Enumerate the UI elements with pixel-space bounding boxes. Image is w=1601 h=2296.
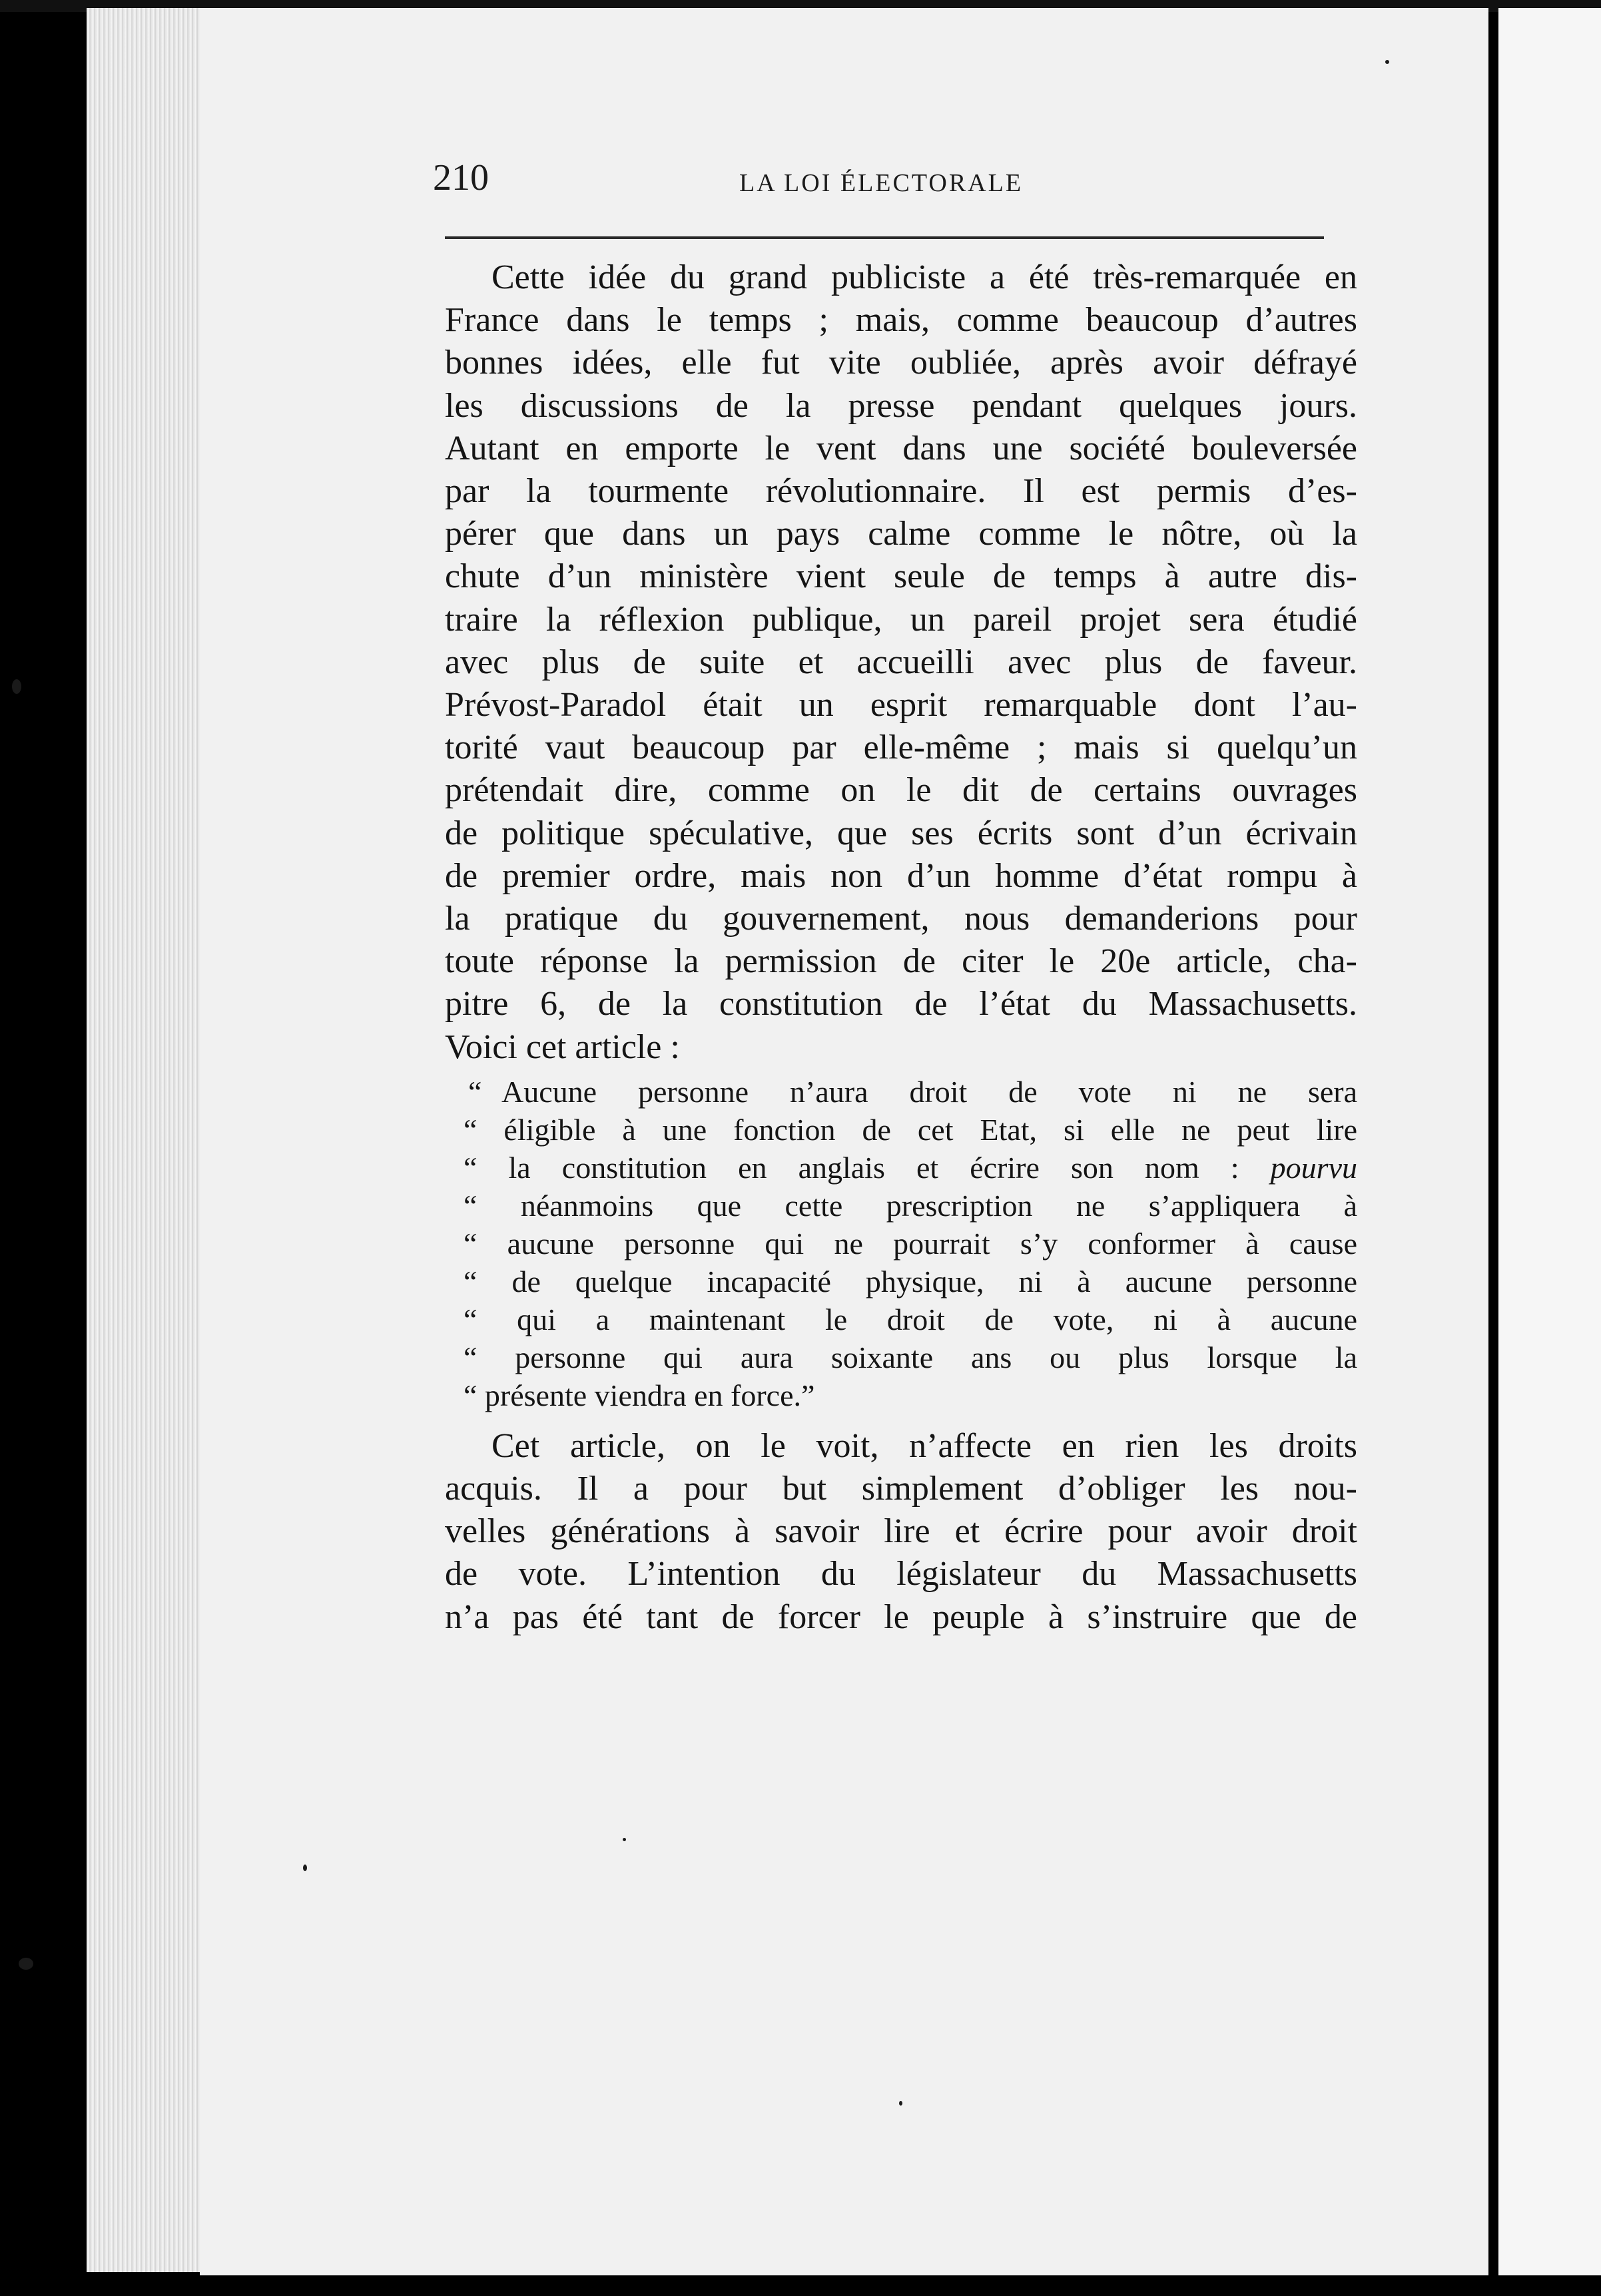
paragraph-2 [445, 1425, 1357, 1639]
text-line: traire la réflexion publique, un pareil projet sera étudié [445, 600, 1357, 639]
quote-line [445, 1376, 1357, 1414]
scan-speck [623, 1838, 626, 1841]
quote-line [445, 1111, 1357, 1149]
text-line: acquis. Il a pour but simplement d’obliger les nou- [445, 1470, 1357, 1508]
quote-mark: “ [464, 1264, 478, 1298]
text-line: de premier ordre, mais non d’un homme d’état rompu à [445, 856, 1357, 895]
paragraph-1 [445, 256, 1357, 1069]
text-line: France dans le temps ; mais, comme beaucoup d’autres [445, 301, 1357, 340]
scan-speck [303, 1865, 307, 1871]
quote-line [445, 1149, 1357, 1187]
scan-speck [19, 1958, 33, 1970]
facing-page-edge [1498, 8, 1601, 2275]
quote-mark: “ [468, 1074, 482, 1109]
quote-text: Aucune personne n’aura droit de vote ni ne sera [501, 1074, 1357, 1109]
quote-text: la constitution en anglais et écrire son nom : [508, 1150, 1239, 1185]
text-line: les discussions de la presse pendant quelques jours. [445, 386, 1357, 425]
quote-line [445, 1300, 1357, 1338]
quote-text: aucune personne qui ne pourrait s’y conformer à cause [507, 1226, 1357, 1261]
quote-line [445, 1187, 1357, 1225]
quote-mark: “ [464, 1226, 478, 1261]
text-line: de vote. L’intention du législateur du Massachusetts [445, 1555, 1357, 1593]
quote-text: éligible à une fonction de cet Etat, si elle ne peut lire [503, 1112, 1358, 1147]
text-line: toute réponse la permission de citer le 20e article, cha- [445, 942, 1357, 981]
text-line: torité vaut beaucoup par elle-même ; mais si quelqu’un [445, 728, 1357, 767]
quote-mark: “ [464, 1188, 478, 1223]
block-quote [445, 1073, 1357, 1414]
text-line: Cette idée du grand publiciste a été très-remarquée en [491, 258, 1357, 296]
quote-text: personne qui aura soixante ans ou plus lorsque la [515, 1340, 1357, 1374]
quote-mark: “ [464, 1378, 478, 1412]
quote-mark: “ [464, 1150, 478, 1185]
text-line: la pratique du gouvernement, nous demanderions pour [445, 900, 1357, 938]
text-line: bonnes idées, elle fut vite oubliée, après avoir défrayé [445, 344, 1357, 382]
text-line: avec plus de suite et accueilli avec plus de faveur. [445, 643, 1357, 681]
text-line: n’a pas été tant de forcer le peuple à s’instruire que de [445, 1597, 1357, 1636]
quote-text: de quelque incapacité physique, ni à aucune personne [511, 1264, 1358, 1298]
quote-text: qui a maintenant le droit de vote, ni à aucune [517, 1302, 1358, 1336]
header-rule [445, 236, 1324, 239]
quote-mark: “ [464, 1340, 478, 1374]
text-line: Cet article, on le voit, n’affecte en rien les droits [491, 1426, 1357, 1465]
body-text [445, 256, 1357, 1639]
scan-speck [1385, 60, 1389, 64]
quote-text: présente viendra en force.” [484, 1378, 815, 1412]
text-line: chute d’un ministère vient seule de temps à autre dis- [445, 557, 1357, 596]
text-line: Autant en emporte le vent dans une société bouleversée [445, 429, 1357, 467]
quote-text: néanmoins que cette prescription ne s’appliquera à [520, 1188, 1358, 1223]
quote-line [445, 1225, 1357, 1263]
quote-line [445, 1073, 1357, 1111]
text-line: velles générations à savoir lire et écrire pour avoir droit [445, 1512, 1357, 1551]
text-line: Voici cet article : [445, 1027, 680, 1066]
text-line: Prévost-Paradol était un esprit remarquable dont l’au- [445, 686, 1357, 724]
page-header [433, 156, 1352, 210]
text-line: pérer que dans un pays calme comme le nôtre, où la [445, 515, 1357, 553]
quote-line [445, 1263, 1357, 1300]
text-line: prétendait dire, comme on le dit de certains ouvrages [445, 771, 1357, 810]
page-edges [87, 8, 213, 2272]
running-title: LA LOI ÉLECTORALE [739, 169, 1024, 197]
text-line: de politique spéculative, que ses écrits sont d’un écrivain [445, 814, 1357, 852]
quote-mark: “ [464, 1112, 478, 1147]
quote-mark: “ [464, 1302, 478, 1336]
quote-italic-word: pourvu [1270, 1150, 1357, 1185]
scan-speck [899, 2101, 902, 2106]
quote-line [445, 1338, 1357, 1376]
text-line: pitre 6, de la constitution de l’état du Massachusetts. [445, 985, 1357, 1023]
text-line: par la tourmente révolutionnaire. Il est permis d’es- [445, 472, 1357, 511]
page-number: 210 [433, 157, 489, 198]
scan-speck [12, 679, 21, 694]
